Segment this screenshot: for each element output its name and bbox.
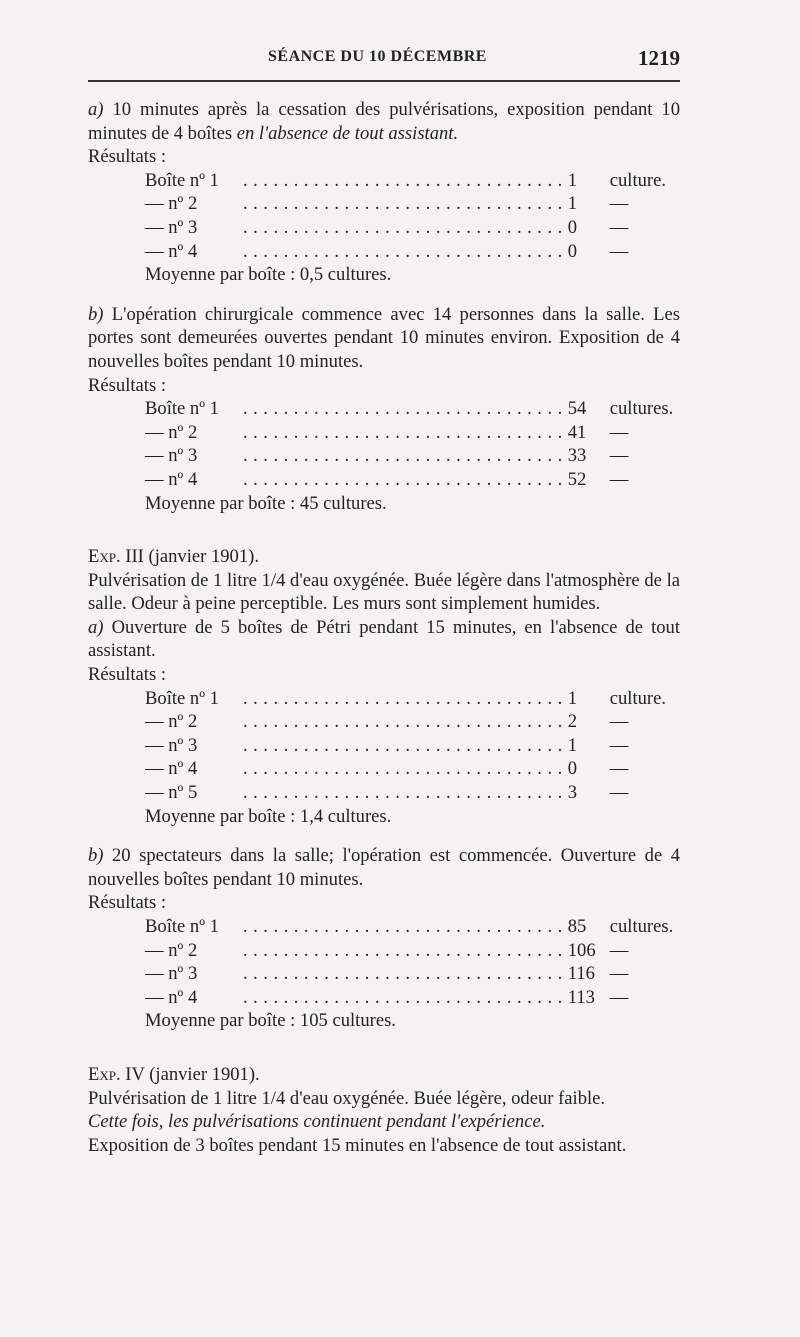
heading-rest: III (janvier 1901). — [120, 546, 259, 568]
culture-unit: — — [609, 986, 629, 1008]
dot-leader: ................................ — [243, 421, 568, 443]
culture-unit: — — [609, 734, 629, 756]
culture-count: 106 — [567, 939, 596, 961]
results-row — [145, 781, 666, 805]
dot-leader: ................................ — [243, 193, 568, 215]
item-letter: a) — [88, 99, 104, 120]
box-label: — nº 4 — [145, 240, 198, 262]
box-label: — nº 4 — [145, 986, 198, 1008]
culture-unit: — — [609, 193, 629, 215]
culture-unit: — — [609, 421, 629, 443]
experiment-heading — [88, 545, 680, 569]
paragraph-text: 10 minutes après la cessation des pulvérisations, exposition pendant 10 minutes de 4 boîtes — [88, 99, 680, 144]
average-line: Moyenne par boîte : 105 cultures. — [145, 1010, 396, 1032]
dot-leader: ................................ — [243, 687, 568, 709]
results-table-1a — [145, 169, 666, 263]
results-row — [145, 710, 666, 734]
results-row — [145, 216, 666, 240]
results-row — [145, 468, 673, 492]
culture-count: 41 — [567, 421, 587, 443]
culture-count: 1 — [567, 734, 578, 756]
results-row — [145, 757, 666, 781]
box-label: — nº 3 — [145, 445, 198, 467]
dot-leader: ................................ — [243, 711, 568, 733]
paragraph-text: 20 spectateurs dans la salle; l'opération est commencée. Ouverture de 4 nouvelles boîtes pendant 10 minutes. — [88, 845, 680, 890]
item-letter: b) — [88, 303, 104, 325]
average-line: Moyenne par boîte : 1,4 cultures. — [145, 805, 392, 827]
dot-leader: ................................ — [243, 758, 568, 780]
culture-unit: culture. — [609, 169, 667, 191]
dot-leader: ................................ — [243, 782, 568, 804]
dot-leader: ................................ — [243, 216, 568, 238]
average-line: Moyenne par boîte : 0,5 cultures. — [145, 264, 392, 286]
box-label: — nº 2 — [145, 711, 198, 733]
culture-unit: — — [609, 963, 629, 985]
results-label: Résultats : — [88, 146, 166, 168]
results-row — [145, 687, 666, 711]
paragraph-a-3 — [88, 616, 680, 663]
results-row — [145, 444, 673, 468]
results-row — [145, 962, 673, 986]
results-row — [145, 192, 666, 216]
results-table-3a — [145, 687, 666, 805]
culture-count: 113 — [567, 986, 595, 1008]
paragraph-a-1 — [88, 98, 680, 145]
results-label: Résultats : — [88, 664, 166, 686]
culture-unit: — — [609, 782, 629, 804]
closing-paragraph: Exposition de 3 boîtes pendant 15 minutes en l'absence de tout assistant. — [88, 1134, 627, 1156]
results-row — [145, 915, 673, 939]
results-label: Résultats : — [88, 374, 166, 396]
dot-leader: ................................ — [243, 240, 568, 262]
results-table-3b — [145, 915, 673, 1009]
culture-count: 85 — [567, 916, 587, 937]
culture-unit: cultures. — [609, 398, 674, 420]
dot-leader: ................................ — [243, 963, 568, 985]
results-row — [145, 240, 666, 264]
page-body — [88, 98, 680, 1157]
box-label: — nº 3 — [145, 734, 198, 756]
header-rule — [88, 80, 680, 82]
box-label: — nº 2 — [145, 421, 198, 443]
item-letter: b) — [88, 845, 104, 867]
dot-leader: ................................ — [243, 939, 568, 961]
culture-count: 1 — [567, 169, 578, 191]
dot-leader: ................................ — [243, 169, 568, 191]
heading-rest: IV (janvier 1901). — [120, 1063, 260, 1085]
results-row — [145, 397, 673, 421]
box-label: — nº 3 — [145, 963, 198, 985]
results-label: Résultats : — [88, 892, 166, 914]
results-row — [145, 421, 673, 445]
dot-leader: ................................ — [243, 398, 568, 420]
paragraph-text: L'opération chirurgicale commence avec 14 personnes dans la salle. Les portes sont demeurées ouvertes pendant 10 minutes environ. Exposition de 4 nouvelles boîtes pendant 10 minutes. — [88, 303, 680, 372]
experiment-heading — [88, 1063, 680, 1087]
culture-unit: culture. — [609, 687, 667, 709]
italic-note: Cette fois, les pulvérisations continuent pendant l'expérience. — [88, 1111, 546, 1133]
header-title: SÉANCE DU 10 DÉCEMBRE — [268, 48, 487, 65]
culture-count: 0 — [567, 240, 578, 262]
culture-count: 2 — [567, 711, 578, 733]
page-number: 1219 — [638, 46, 680, 70]
results-row — [145, 734, 666, 758]
box-label: — nº 2 — [145, 193, 198, 215]
item-letter: a) — [88, 616, 104, 638]
results-row — [145, 169, 666, 193]
culture-unit: — — [609, 939, 629, 961]
culture-unit: — — [609, 216, 629, 238]
experiment-intro: Pulvérisation de 1 litre 1/4 d'eau oxygénée. Buée légère, odeur faible. — [88, 1087, 606, 1109]
results-row — [145, 939, 673, 963]
culture-unit: — — [609, 758, 629, 780]
page-header — [88, 44, 680, 74]
culture-count: 54 — [567, 398, 587, 420]
culture-unit: — — [609, 468, 629, 490]
dot-leader: ................................ — [243, 445, 568, 467]
box-label: Boîte nº 1 — [145, 169, 219, 191]
culture-count: 33 — [567, 445, 587, 467]
results-row — [145, 986, 673, 1010]
box-label: — nº 3 — [145, 216, 198, 238]
paragraph-italic: en l'absence de tout assistant. — [236, 122, 459, 144]
culture-unit: — — [609, 240, 629, 262]
dot-leader: ................................ — [243, 986, 568, 1008]
box-label: — nº 5 — [145, 782, 198, 804]
culture-count: 3 — [567, 782, 578, 804]
paragraph-text: Ouverture de 5 boîtes de Pétri pendant 15 minutes, en l'absence de tout assistant. — [88, 616, 680, 662]
paragraph-b-1 — [88, 303, 680, 374]
culture-count: 1 — [567, 193, 578, 215]
culture-count: 0 — [567, 758, 578, 780]
heading-abbrev: Exp. — [88, 546, 121, 568]
dot-leader: ................................ — [243, 916, 568, 937]
box-label: Boîte nº 1 — [145, 398, 219, 420]
average-line: Moyenne par boîte : 45 cultures. — [145, 492, 387, 514]
culture-unit: cultures. — [609, 916, 674, 937]
culture-unit: — — [609, 711, 629, 733]
culture-count: 116 — [567, 963, 595, 985]
paragraph-b-3 — [88, 844, 680, 891]
culture-unit: — — [609, 445, 629, 467]
dot-leader: ................................ — [243, 468, 568, 490]
box-label: — nº 2 — [145, 939, 198, 961]
culture-count: 1 — [567, 687, 578, 709]
heading-abbrev: Exp. — [88, 1063, 121, 1085]
dot-leader: ................................ — [243, 734, 568, 756]
culture-count: 0 — [567, 216, 578, 238]
box-label: — nº 4 — [145, 468, 198, 490]
box-label: Boîte nº 1 — [145, 916, 219, 937]
experiment-intro: Pulvérisation de 1 litre 1/4 d'eau oxygénée. Buée légère dans l'atmosphère de la salle. Odeur à peine perceptible. Les murs sont simplement humides. — [88, 569, 680, 615]
results-table-1b — [145, 397, 673, 491]
box-label: Boîte nº 1 — [145, 687, 219, 709]
box-label: — nº 4 — [145, 758, 198, 780]
culture-count: 52 — [567, 468, 587, 490]
